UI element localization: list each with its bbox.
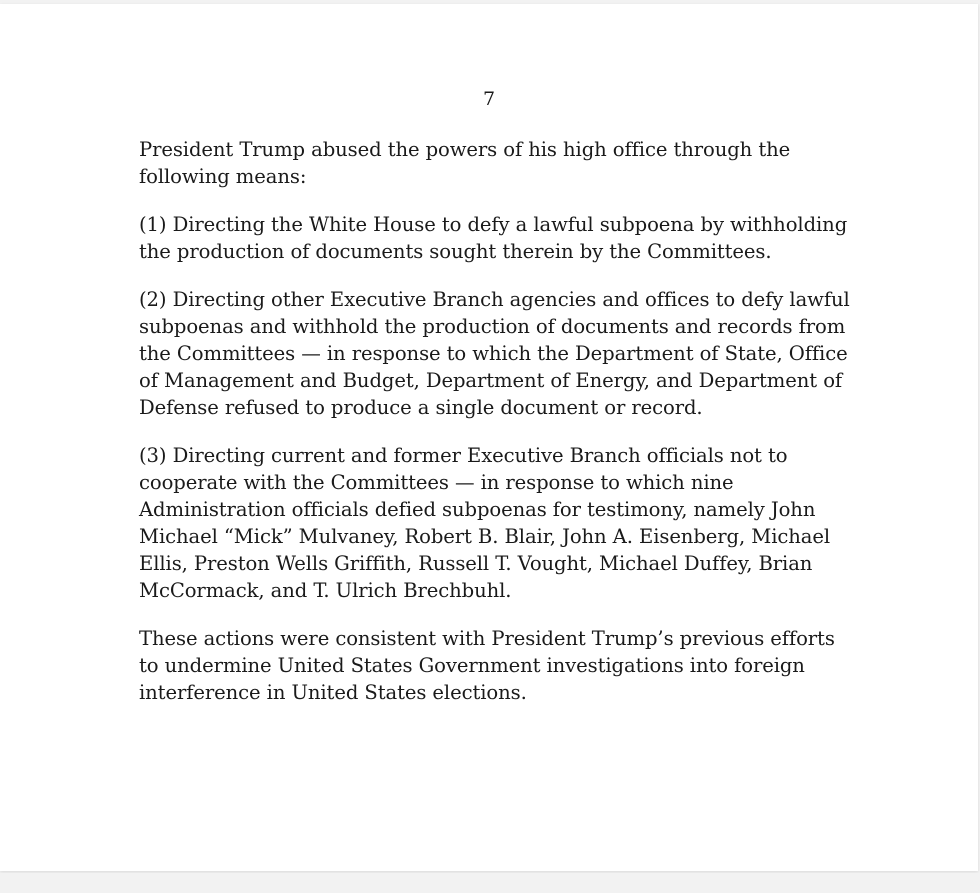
paragraph-item-3: (3) Directing current and former Executive Branch officials not to cooperate with the Committees — in response to which nine Administration officials defied subpoenas for testimony, namely John Michael “Mick” Mulvaney, Robert B. Blair, John A. Eisenberg, Michael Ellis, Preston Wells Griffith, Russell T. Vought, Michael Duffey, Brian McCormack, and T. Ulrich Brechbuhl. — [139, 444, 830, 602]
paragraph-conclusion: These actions were consistent with President Trump’s previous efforts to undermine United States Government investigations into foreign interference in United States elections. — [139, 627, 835, 704]
page-number: 7 — [482, 88, 496, 110]
paragraph-item-1: (1) Directing the White House to defy a lawful subpoena by withholding the production of documents sought therein by the Committees. — [139, 213, 848, 263]
paragraph-intro: President Trump abused the powers of his high office through the following means: — [139, 138, 791, 188]
page-body — [139, 136, 851, 727]
viewer-background — [0, 873, 980, 893]
document-page — [0, 4, 978, 871]
paragraph-item-2: (2) Directing other Executive Branch agencies and offices to defy lawful subpoenas and withhold the production of documents and records from the Committees — in response to which the Department of State, Office of Management and Budget, Department of Energy, and Department of Defense refused to produce a single document or record. — [139, 288, 850, 419]
